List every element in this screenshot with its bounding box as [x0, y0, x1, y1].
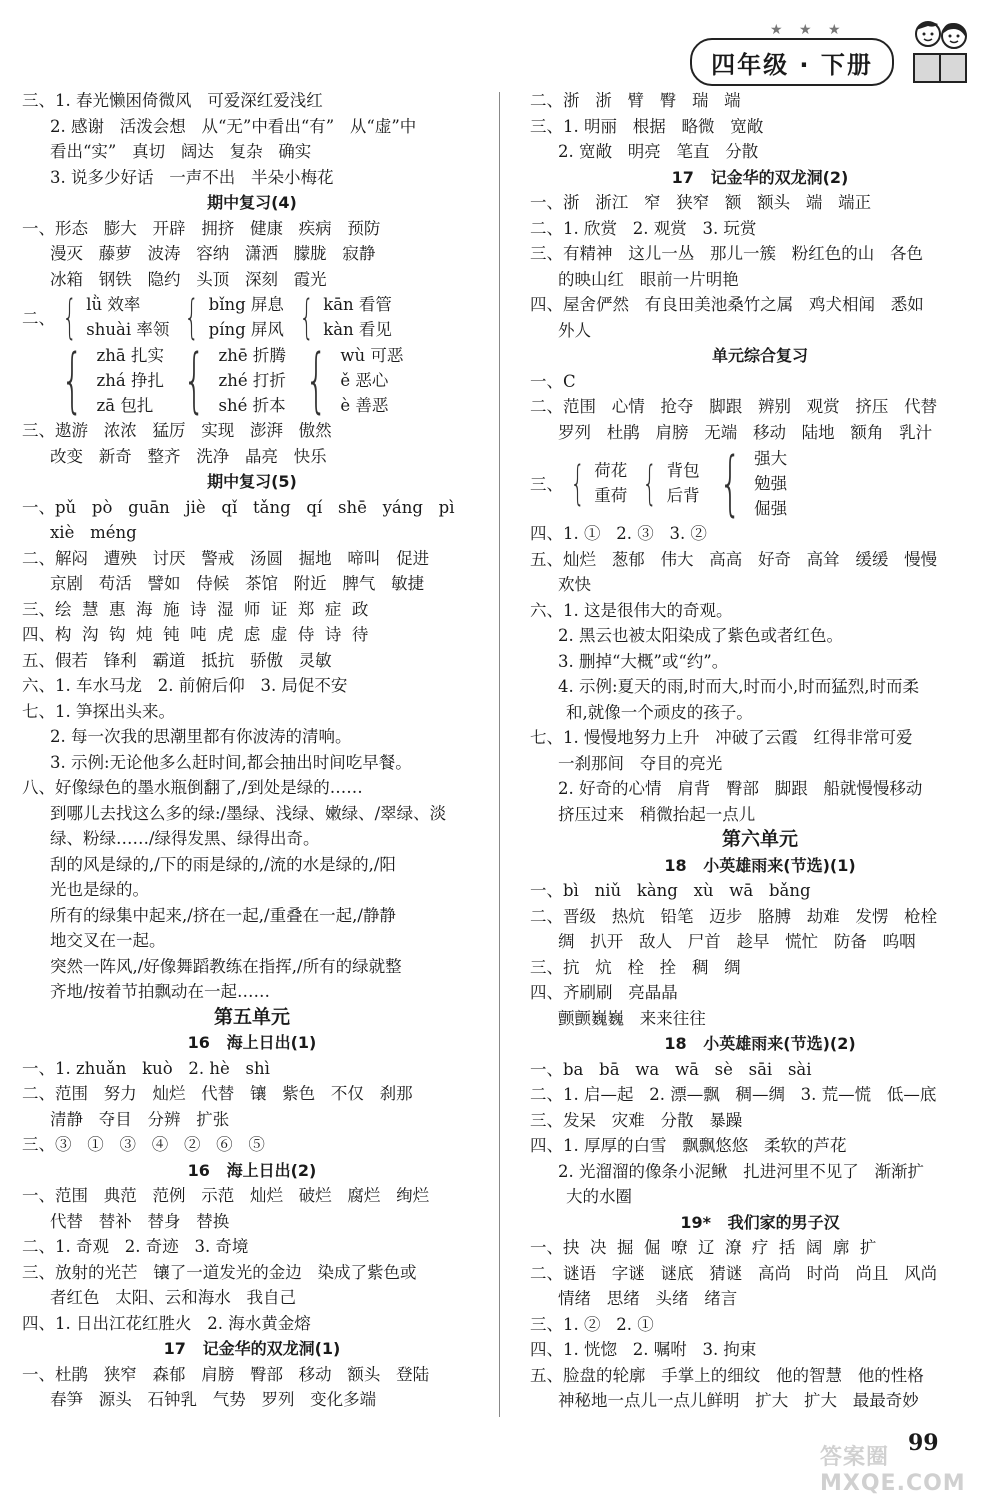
brace-entry: kàn 看见: [323, 320, 392, 339]
answer-line: 四、1. 厚厚的白雪 飘飘悠悠 柔软的芦花: [530, 1136, 847, 1155]
answer-line: 所有的绿集中起来,/挤在一起,/重叠在一起,/静静: [50, 905, 396, 925]
section-heading: 18 小英雄雨来(节选)(2): [664, 1034, 856, 1053]
brace-entry: 重荷: [594, 486, 628, 505]
brace-entry: 背包: [666, 461, 700, 480]
brace-entry: píng 屏风: [208, 320, 284, 339]
left-brace-icon: {: [304, 339, 328, 421]
answer-line: 2. 感谢 活泼会想 从“无”中看出“有” 从“虚”中: [50, 116, 417, 136]
section-heading: 第五单元: [213, 1005, 290, 1028]
section-heading: 期中复习(5): [207, 472, 297, 491]
answer-line: 三、1. 春光懒困倚微风 可爱深红爱浅红: [22, 91, 323, 110]
brace-entry: zā 包扎: [96, 395, 154, 415]
answer-line: 绸 扒开 敌人 尸首 趁早 慌忙 防备 呜咽: [558, 932, 916, 951]
answer-line: 冰箱 钢铁 隐约 头顶 深刻 霞光: [50, 269, 327, 289]
answer-line: 七、1. 慢慢地努力上升 冲破了云霞 红得非常可爱: [530, 728, 913, 747]
section-heading: 17 记金华的双龙洞(2): [671, 167, 849, 187]
answer-line: 六、1. 这是很伟大的奇观。: [530, 600, 733, 620]
answer-line: 欢快: [558, 575, 591, 594]
answer-line: 四、1. 日出江花红胜火 2. 海水黄金熔: [22, 1313, 311, 1333]
grade-title: 四年级 · 下册: [711, 50, 873, 79]
answer-line: 一、浙 浙江 窄 狭窄 额 额头 端 端正: [530, 193, 872, 212]
brace-group: [55, 290, 169, 344]
brace-entry: zhā 扎实: [96, 345, 164, 365]
brace-entry: zhé 打折: [218, 370, 286, 390]
answer-line: 2. 黑云也被太阳染成了紫色或者红色。: [558, 626, 843, 645]
answer-line: 挤压过来 稍微抬起一点儿: [558, 804, 756, 824]
answer-line: 四、1. ① 2. ③ 3. ②: [530, 524, 707, 543]
question-number: 二、: [22, 309, 55, 328]
answer-line: 外人: [558, 320, 591, 340]
brace-group: [563, 456, 627, 510]
answer-line: 突然一阵风,/好像舞蹈教练在指挥,/所有的绿就整: [50, 956, 402, 976]
answer-line: 3. 删掉“大概”或“约”。: [558, 651, 729, 671]
answer-line: 春笋 源头 石钟乳 气势 罗列 变化多端: [50, 1390, 377, 1409]
answer-line: 2. 光溜溜的像条小泥鳅 扎进河里不见了 渐渐扩: [558, 1161, 924, 1181]
section-heading: 17 记金华的双龙洞(1): [163, 1339, 341, 1358]
brace-stack: [667, 458, 700, 508]
answer-line: 3. 示例:无论他多么赶时间,都会抽出时间吃早餐。: [50, 752, 412, 772]
brace-entry: lǜ 效率: [86, 295, 141, 314]
brace-group: [172, 339, 286, 421]
answer-line: 五、脸盘的轮廓 手掌上的细纹 他的智慧 他的性格: [530, 1365, 924, 1385]
answer-line: 看出“实” 真切 阔达 复杂 确实: [50, 142, 312, 161]
answer-line: 八、好像绿色的墨水瓶倒翻了,/到处是绿的……: [22, 778, 363, 797]
left-brace-icon: {: [62, 290, 77, 344]
brace-group: [50, 339, 164, 421]
answer-line: 漫灭 藤萝 波涛 容纳 潇洒 朦胧 寂静: [50, 244, 376, 263]
answer-line: 三、有精神 这儿一丛 那儿一簇 粉红色的山 各色: [530, 244, 923, 263]
answer-line: 者红色 太阳、云和海水 我自己: [50, 1288, 296, 1307]
answer-line: 一、ba bā wa wā sè sāi sài: [530, 1059, 812, 1079]
brace-stack: [594, 458, 627, 508]
answer-line: 2. 好奇的心情 肩背 臀部 脚跟 船就慢慢移动: [558, 779, 923, 798]
answer-line: 刮的风是绿的,/下的雨是绿的,/流的水是绿的,/阳: [50, 854, 396, 874]
page-number: 99: [908, 1430, 939, 1456]
answer-line: 和,就像一个顽皮的孩子。: [566, 702, 753, 722]
answer-line: 三、1. ② 2. ①: [530, 1314, 654, 1334]
brace-stack: [340, 343, 403, 418]
brace-entry: 倔强: [754, 498, 788, 518]
answer-line: 2. 宽敞 明亮 笔直 分散: [558, 142, 759, 161]
answer-line: 四、屋舍俨然 有良田美池桑竹之属 鸡犬相闻 悉如: [530, 295, 924, 314]
answer-line: 罗列 杜鹃 肩膀 无端 移动 陆地 额角 乳汁: [558, 422, 933, 442]
section-heading: 16 海上日出(1): [187, 1033, 317, 1052]
answer-line: 五、假若 锋利 霸道 抵抗 骄傲 灵敏: [22, 650, 332, 670]
brace-entry: 勉强: [754, 473, 788, 493]
brace-answer-row: [22, 292, 482, 342]
brace-group: [177, 290, 284, 344]
answer-line: 三、绘 慧 惠 海 施 诗 湿 师 证 郑 症 政: [22, 599, 369, 619]
brace-entry: 强大: [754, 448, 788, 468]
answer-line: 地交叉在一起。: [50, 931, 166, 950]
answer-line: 六、1. 车水马龙 2. 前俯后仰 3. 局促不安: [22, 676, 348, 695]
left-brace-icon: {: [642, 456, 658, 510]
answer-line: 二、谜语 字谜 谜底 猜谜 高尚 时尚 尚且 风尚: [530, 1263, 938, 1283]
section-heading: 18 小英雄雨来(节选)(1): [664, 855, 856, 875]
answer-line: 三、发呆 灾难 分散 暴躁: [530, 1110, 743, 1130]
answer-line: 一刹那间 夺目的亮光: [558, 753, 723, 773]
answer-line: 二、晋级 热炕 铅笔 迈步 胳膊 劫难 发愣 枪栓: [530, 906, 938, 926]
answer-line: 二、1. 启—起 2. 漂—飘 稠—绸 3. 荒—慌 低—底: [530, 1085, 937, 1104]
answer-line: 2. 每一次我的思潮里都有你波涛的清响。: [50, 727, 352, 746]
answer-line: 4. 示例:夏天的雨,时而大,时而小,时而猛烈,时而柔: [558, 677, 920, 696]
answer-line: 绿、粉绿……/绿得发黑、绿得出奇。: [50, 829, 320, 848]
answer-line: 神秘地一点儿一点儿鲜明 扩大 扩大 最最奇妙: [558, 1391, 919, 1410]
answer-line: 四、齐刷刷 亮晶晶: [530, 983, 678, 1002]
left-brace-icon: {: [718, 442, 741, 524]
answer-line: 七、1. 笋探出头来。: [22, 701, 175, 721]
brace-answer-row: [530, 442, 990, 524]
brace-stack: [754, 446, 787, 521]
answer-line: 三、1. 明丽 根据 略微 宽敞: [530, 116, 764, 136]
answer-line: 一、杜鹃 狭窄 森郁 肩膀 臀部 移动 额头 登陆: [22, 1364, 430, 1384]
brace-stack: [97, 343, 164, 418]
brace-entry: shuài 率领: [86, 320, 170, 339]
answer-line: 一、1. zhuǎn kuò 2. hè shì: [22, 1058, 270, 1078]
answer-line: 一、形态 膨大 开辟 拥挤 健康 疾病 预防: [22, 218, 381, 238]
answer-line: 光也是绿的。: [50, 880, 149, 899]
answer-line: 三、抗 炕 栓 拴 稠 绸: [530, 957, 741, 977]
answer-line: 二、解闷 遭殃 讨厌 警戒 汤圆 掘地 啼叫 促进: [22, 548, 430, 568]
left-brace-icon: {: [184, 290, 200, 344]
brace-entry: zhá 挣扎: [96, 370, 164, 390]
answer-line: 一、范围 典范 范例 示范 灿烂 破烂 腐烂 绚烂: [22, 1186, 430, 1205]
answer-line: 改变 新奇 整齐 洗净 晶亮 快乐: [50, 446, 327, 466]
kids-reading-illustration: [908, 16, 972, 86]
answer-line: 大的水圈: [566, 1187, 632, 1206]
answer-line: 颤颤巍巍 来来往往: [558, 1008, 706, 1028]
answer-line: 清静 夺目 分辨 扩张: [50, 1109, 230, 1129]
answer-line: xiè méng: [50, 523, 137, 542]
answer-line: 二、范围 努力 灿烂 代替 镶 紫色 不仅 刹那: [22, 1084, 413, 1103]
brace-entry: wù 可恶: [340, 345, 404, 365]
answer-line: 二、浙 浙 臂 臀 瑞 端: [530, 91, 741, 110]
answer-line: 三、③ ① ③ ④ ② ⑥ ⑤: [22, 1135, 265, 1154]
answer-line: 三、遨游 浓浓 猛厉 实现 澎湃 傲然: [22, 421, 332, 440]
answer-line: 三、放射的光芒 镶了一道发光的金边 染成了紫色或: [22, 1262, 417, 1282]
answer-line: 3. 说多少好话 一声不出 半朵小梅花: [50, 167, 334, 187]
brace-entry: bǐng 屏息: [208, 295, 284, 314]
answer-line: 四、构 沟 钩 炖 钝 吨 虎 虑 虚 侍 诗 待: [22, 625, 369, 644]
answer-column-left: [22, 88, 482, 1413]
answer-line: 一、抉 决 掘 倔 嘹 辽 潦 疗 括 阔 廓 扩: [530, 1238, 877, 1257]
header-stars: ★ ★ ★: [770, 22, 847, 38]
brace-entry: kān 看管: [323, 295, 392, 314]
section-heading: 第六单元: [721, 828, 798, 850]
brace-entry: 荷花: [594, 461, 628, 480]
brace-group: [292, 290, 392, 344]
brace-stack: [219, 343, 286, 418]
brace-entry: shé 折本: [218, 395, 286, 415]
answer-line: 五、灿烂 葱郁 伟大 高高 好奇 高耸 缓缓 慢慢: [530, 549, 938, 569]
brace-entry: zhē 折腾: [218, 345, 286, 365]
section-heading: 期中复习(4): [207, 193, 297, 212]
answer-line: 到哪儿去找这么多的绿:/墨绿、浅绿、嫩绿、/翠绿、淡: [50, 803, 447, 823]
answer-line: 京剧 苟活 譬如 侍候 茶馆 附近 脾气 敏捷: [50, 574, 425, 593]
answer-line: 四、1. 恍惚 2. 嘱咐 3. 拘束: [530, 1340, 757, 1359]
section-heading: 19* 我们家的男子汉: [680, 1212, 840, 1232]
grade-title-badge: [690, 38, 894, 86]
brace-stack: [209, 292, 284, 342]
column-divider: [499, 92, 500, 1417]
question-number: 三、: [530, 475, 563, 494]
answer-line: 齐地/按着节拍飘动在一起……: [50, 982, 271, 1001]
brace-answer-row: [22, 339, 482, 421]
brace-stack: [323, 292, 392, 342]
brace-group: [635, 456, 699, 510]
brace-entry: 后背: [666, 486, 700, 505]
section-heading: 16 海上日出(2): [187, 1160, 317, 1180]
left-brace-icon: {: [570, 456, 585, 510]
section-heading: 单元综合复习: [711, 346, 808, 365]
answer-line: 一、pǔ pò guān jiè qǐ tǎng qí shē yáng pì: [22, 497, 455, 517]
answer-line: 二、1. 奇观 2. 奇迹 3. 奇境: [22, 1237, 249, 1256]
brace-group: [294, 339, 404, 421]
watermark: 答案圈 MXQE.COM: [820, 1445, 966, 1496]
left-brace-icon: {: [61, 339, 84, 421]
brace-group: [708, 442, 788, 524]
answer-line: 二、范围 心情 抢夺 脚跟 辨别 观赏 挤压 代替: [530, 397, 938, 416]
answer-line: 一、C: [530, 371, 576, 391]
brace-entry: ě 恶心: [340, 370, 389, 390]
left-brace-icon: {: [183, 339, 206, 421]
answer-line: 代替 替补 替身 替换: [50, 1211, 230, 1231]
brace-stack: [86, 292, 169, 342]
left-brace-icon: {: [299, 290, 314, 344]
answer-line: 的映山红 眼前一片明艳: [558, 269, 739, 289]
answer-column-right: [530, 88, 990, 1414]
brace-entry: è 善恶: [340, 395, 389, 415]
answer-line: 一、bì niǔ kàng xù wā bǎng: [530, 881, 811, 900]
answer-line: 二、1. 欣赏 2. 观赏 3. 玩赏: [530, 218, 757, 238]
answer-line: 情绪 思绪 头绪 绪言: [558, 1289, 738, 1308]
